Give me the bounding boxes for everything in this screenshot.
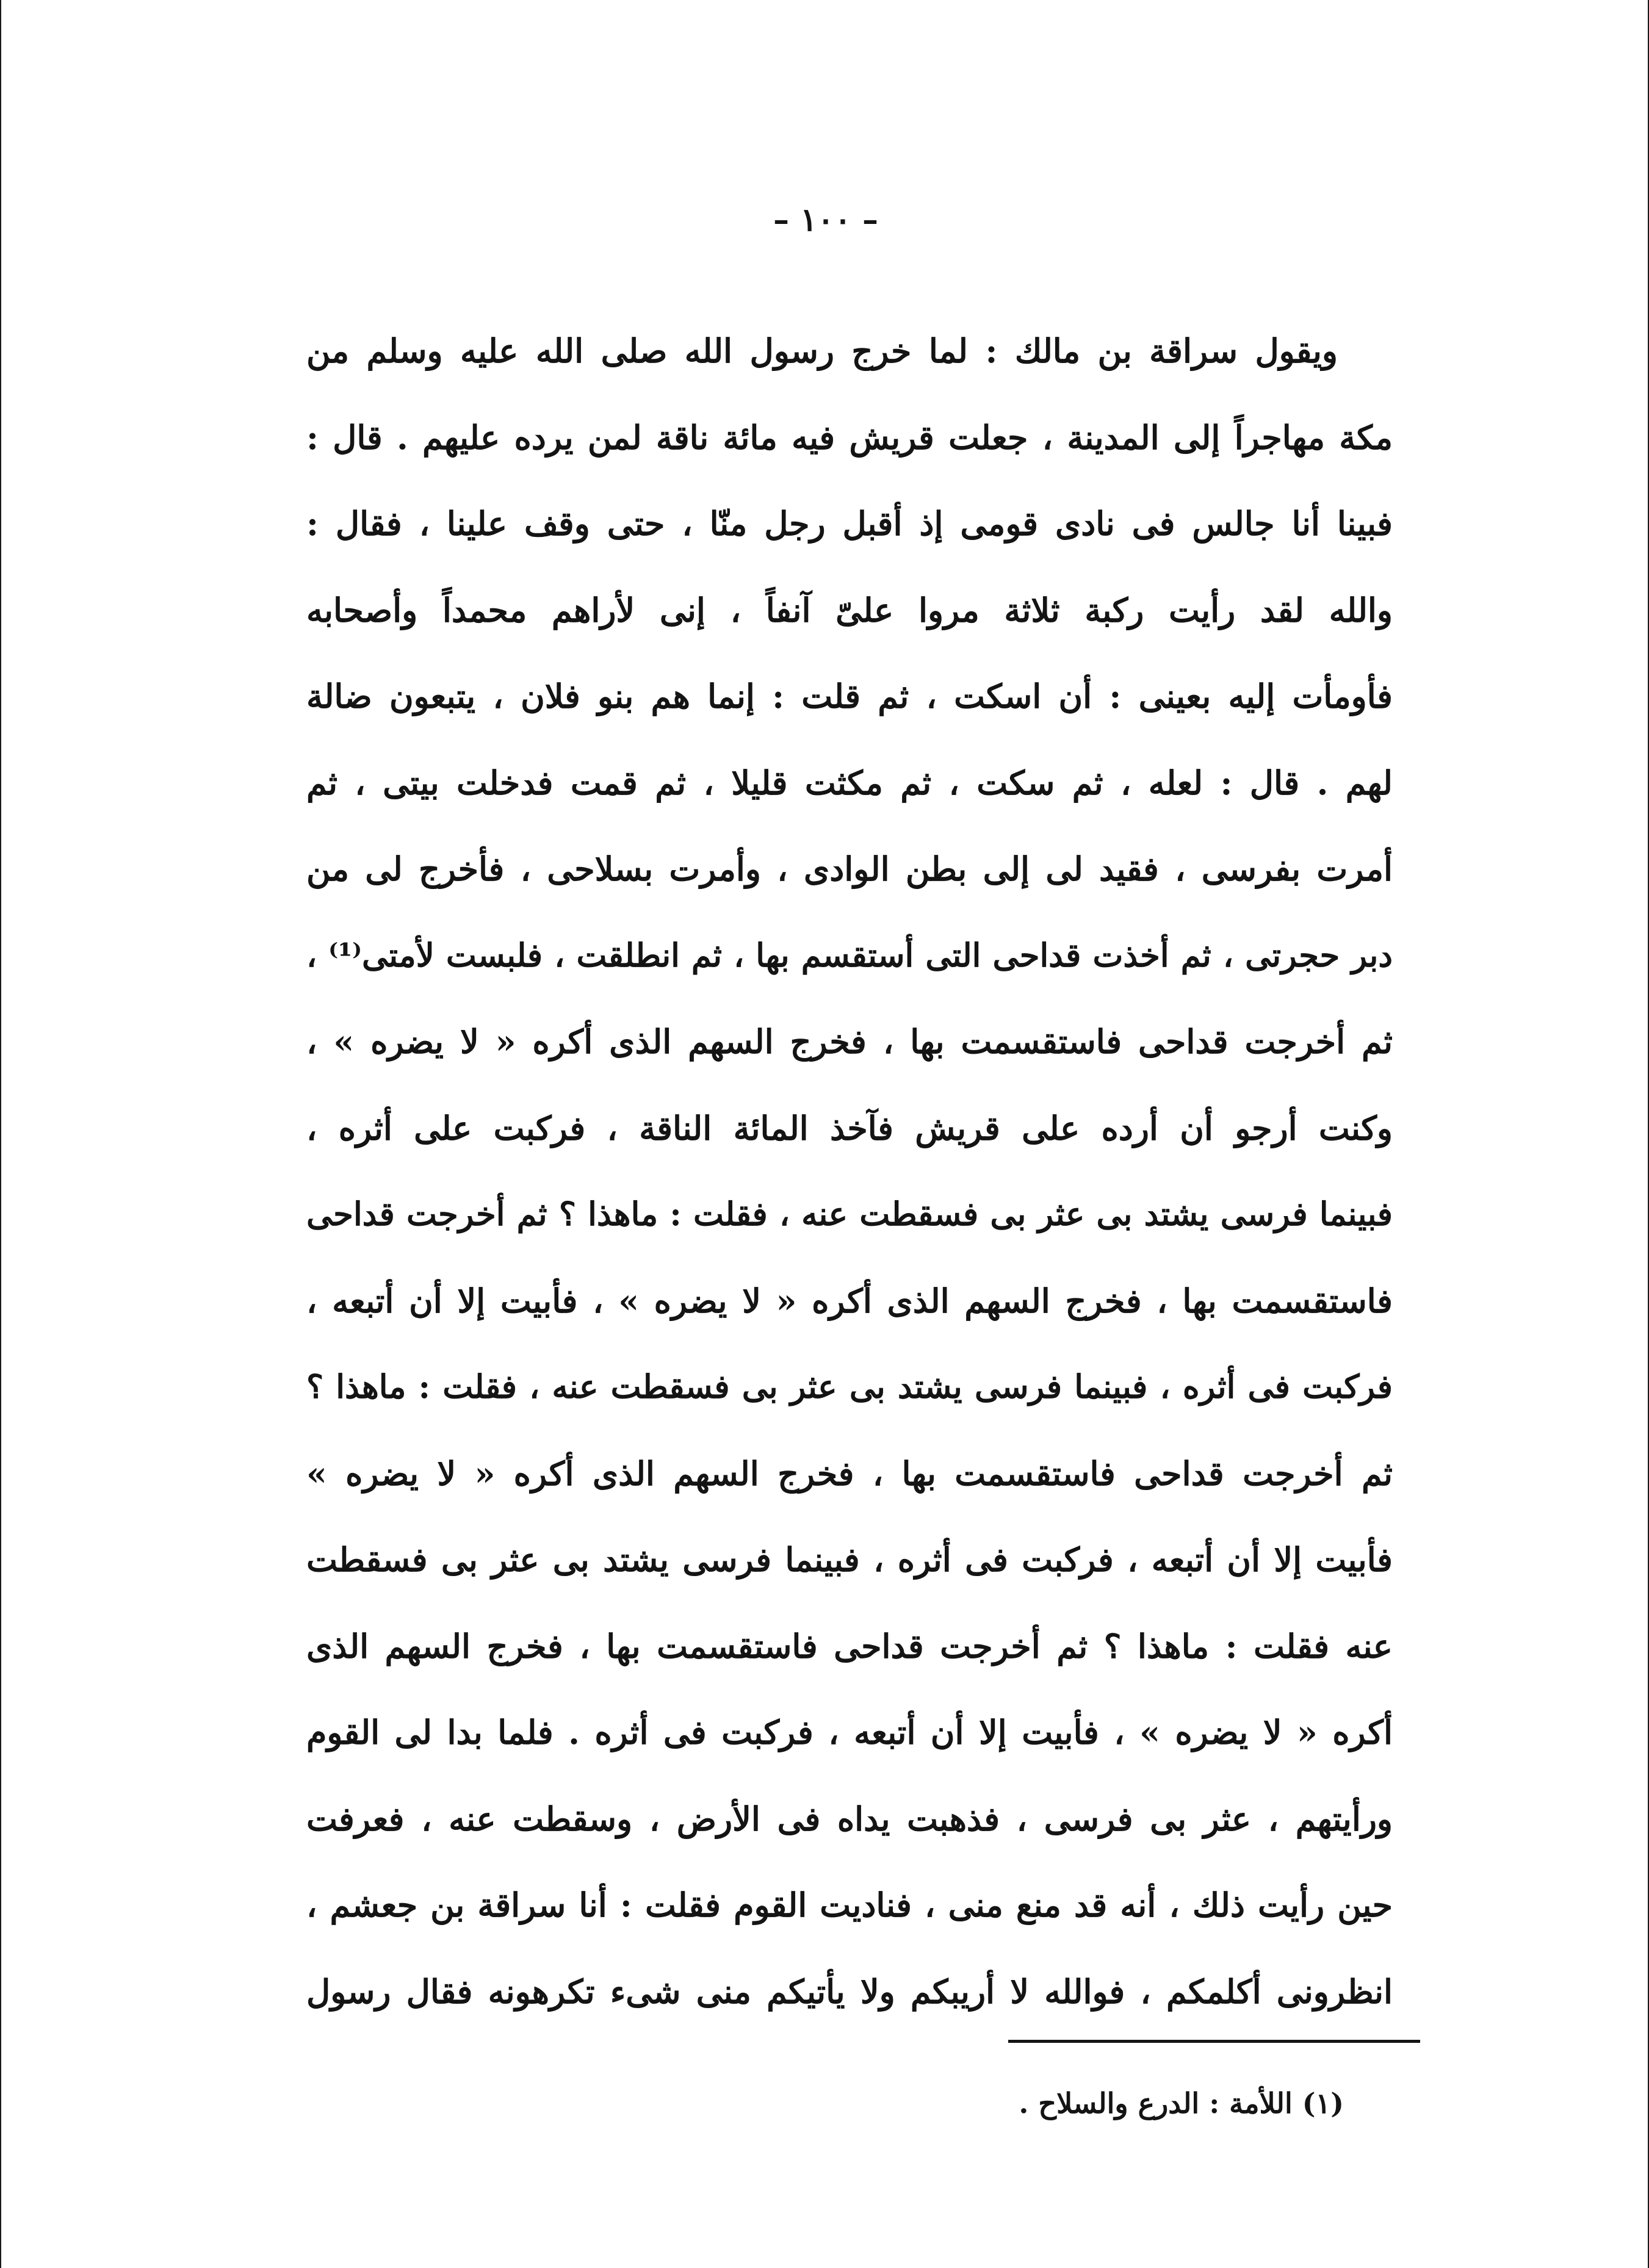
text-line: انظرونى أكلمكم ، فوالله لا أريبكم ولا يأتيكم منى شىء تكرهونه فقال رسول bbox=[306, 1971, 1393, 2011]
text-line: فبينما فرسى يشتد بى عثر بى فسقطت عنه ، فقلت : ماهذا ؟ ثم أخرجت قداحى bbox=[306, 1195, 1393, 1233]
text-line: لهم . قال : لعله ، ثم سكت ، ثم مكثت قليلا ، ثم قمت فدخلت بيتى ، ثم bbox=[306, 763, 1393, 802]
text-line: فأبيت إلا أن أتبعه ، فركبت فى أثره ، فبينما فرسى يشتد بى عثر بى فسقطت bbox=[306, 1540, 1393, 1579]
text-line: أكره « لا يضره » ، فأبيت إلا أن أتبعه ، فركبت فى أثره . فلما بدا لى القوم bbox=[306, 1713, 1393, 1752]
text-line: ورأيتهم ، عثر بى فرسى ، فذهبت يداه فى الأرض ، وسقطت عنه ، فعرفت bbox=[306, 1799, 1393, 1838]
footnote-divider bbox=[1008, 2040, 1420, 2043]
text-line: فركبت فى أثره ، فبينما فرسى يشتد بى عثر بى فسقطت عنه ، فقلت : ماهذا ؟ bbox=[306, 1368, 1393, 1406]
text-line: دبر حجرتى ، ثم أخذت قداحى التى أستقسم بها ، ثم انطلقت ، فلبست لأمتى⁽¹⁾ ، bbox=[306, 936, 1393, 974]
text-line: فاستقسمت بها ، فخرج السهم الذى أكره « لا يضره » ، فأبيت إلا أن أتبعه ، bbox=[306, 1281, 1393, 1320]
text-line: فأومأت إليه بعينى : أن اسكت ، ثم قلت : إنما هم بنو فلان ، يتبعون ضالة bbox=[306, 677, 1393, 716]
text-line: وكنت أرجو أن أرده على قريش فآخذ المائة الناقة ، فركبت على أثره ، bbox=[306, 1108, 1393, 1148]
text-line: أمرت بفرسى ، فقيد لى إلى بطن الوادى ، وأمرت بسلاحى ، فأخرج لى من bbox=[306, 849, 1393, 888]
text-line: والله لقد رأيت ركبة ثلاثة مروا علىّ آنفاً ، إنى لأراهم محمداً وأصحابه bbox=[306, 590, 1393, 630]
text-line: فبينا أنا جالس فى نادى قومى إذ أقبل رجل منّا ، حتى وقف علينا ، فقال : bbox=[306, 504, 1393, 543]
body-text bbox=[306, 308, 1393, 2035]
text-line: مكة مهاجراً إلى المدينة ، جعلت قريش فيه مائة ناقة لمن يرده عليهم . قال : bbox=[306, 417, 1393, 457]
text-line: ثم أخرجت قداحى فاستقسمت بها ، فخرج السهم الذى أكره « لا يضره » ، bbox=[306, 1022, 1393, 1061]
text-line: ثم أخرجت قداحى فاستقسمت بها ، فخرج السهم الذى أكره « لا يضره » bbox=[306, 1453, 1393, 1493]
text-line: ويقول سراقة بن مالك : لما خرج رسول الله صلى الله عليه وسلم من bbox=[306, 331, 1338, 370]
page-number: – ١٠٠ – bbox=[773, 201, 878, 239]
text-line: عنه فقلت : ماهذا ؟ ثم أخرجت قداحى فاستقسمت بها ، فخرج السهم الذى bbox=[306, 1626, 1393, 1666]
footnote: (١) اللأمة : الدرع والسلاح . bbox=[1019, 2087, 1344, 2120]
text-line: حين رأيت ذلك ، أنه قد منع منى ، فناديت القوم فقلت : أنا سراقة بن جعشم ، bbox=[306, 1885, 1393, 1924]
